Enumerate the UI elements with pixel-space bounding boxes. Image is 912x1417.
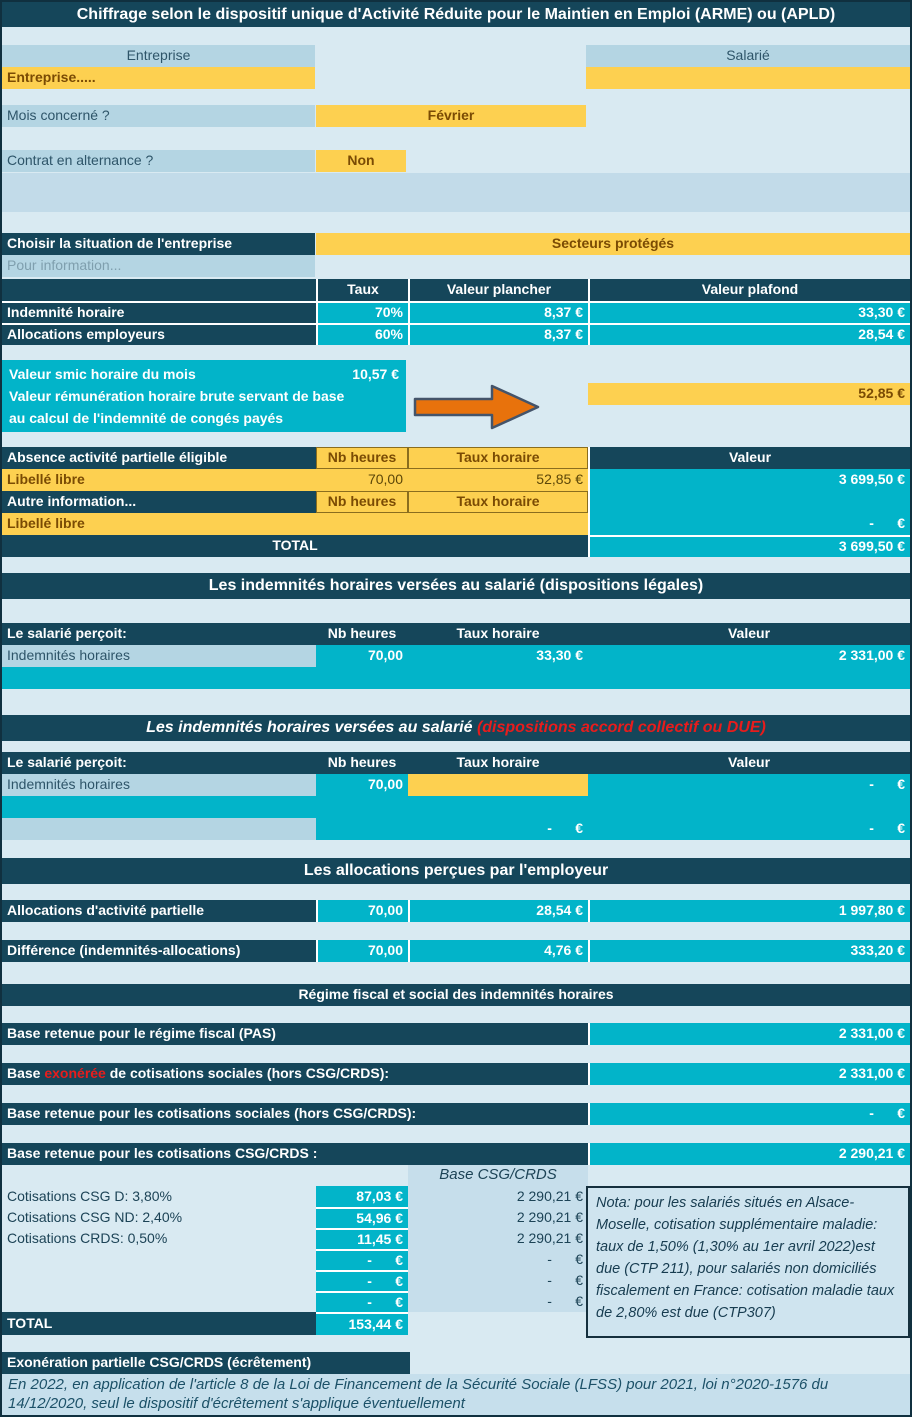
section-regime-title: Régime fiscal et social des indemnités horaires [2, 984, 910, 1006]
base-csg-label: Base retenue pour les cotisations CSG/CRDS : [2, 1143, 588, 1165]
alloc-row2-nb: 70,00 [316, 940, 408, 962]
due-valeur-header: Valeur [727, 754, 771, 771]
legal-valeur-header: Valeur [727, 625, 771, 642]
due-row-label: Indemnités horaires [2, 774, 316, 796]
absence-taux-input[interactable]: 52,85 € [408, 469, 588, 491]
alloc-row1-valeur: 1 997,80 € [588, 900, 910, 922]
autre-values-input[interactable] [316, 513, 588, 535]
legal-nb-header: Nb heures [327, 625, 397, 642]
section-due-title-red: (dispositions accord collectif ou DUE) [476, 719, 766, 737]
valeur-plancher-header: Valeur plancher [408, 279, 588, 301]
cotisation-empty3-base: - € [547, 1292, 583, 1309]
entreprise-input[interactable]: Entreprise..... [2, 67, 315, 89]
base-fiscal-value: 2 331,00 € [588, 1023, 910, 1045]
taux-header: Taux [316, 279, 408, 301]
due-taux-input[interactable] [408, 774, 588, 796]
cotisation-empty1-base: - € [547, 1250, 583, 1267]
cotisation-empty2-montant: - € [316, 1270, 408, 1291]
alternance-select[interactable]: Non [316, 150, 406, 172]
mois-select[interactable]: Février [316, 105, 586, 127]
alloc-row1-taux: 28,54 € [408, 900, 588, 922]
alloc-row1-nb: 70,00 [316, 900, 408, 922]
cotisation-crds-montant: 11,45 € [316, 1228, 408, 1249]
indemnite-horaire-label: Indemnité horaire [2, 301, 316, 323]
legal-valeur-value: 2 331,00 € [588, 645, 910, 667]
cotisation-csgnd-montant: 54,96 € [316, 1207, 408, 1228]
due-percoit-label: Le salarié perçoit: [7, 754, 127, 771]
base-fiscal-label: Base retenue pour le régime fiscal (PAS) [2, 1023, 588, 1045]
taux-table-header-spacer [2, 279, 316, 301]
allocations-plafond-cell: 28,54 € [588, 323, 910, 345]
base-csg-col-header: Base CSG/CRDS [408, 1165, 588, 1186]
absence-taux-horaire-header: Taux horaire [408, 447, 588, 469]
alloc-row2-taux: 4,76 € [408, 940, 588, 962]
base-soc-label: Base retenue pour les cotisations sociales (hors CSG/CRDS): [2, 1103, 588, 1125]
smic-info-box [2, 360, 406, 432]
cotisation-empty2-base: - € [547, 1271, 583, 1288]
absence-valeur-block [588, 469, 910, 535]
due-nb-header: Nb heures [327, 754, 397, 771]
cotisation-csgd-label: Cotisations CSG D: 3,80% [7, 1187, 172, 1204]
info-label: Pour information... [2, 255, 315, 277]
cotisation-csgnd-label: Cotisations CSG ND: 2,40% [7, 1208, 183, 1225]
legal-nb-value: 70,00 [316, 645, 408, 667]
due-taux-header: Taux horaire [456, 754, 540, 771]
page-title: Chiffrage selon le dispositif unique d'Activité Réduite pour le Maintien en Emploi (ARME) ou (APLD) [2, 2, 910, 27]
alternance-label: Contrat en alternance ? [2, 150, 315, 172]
entreprise-column-header: Entreprise [2, 45, 315, 67]
situation-select[interactable]: Secteurs protégés [316, 233, 910, 255]
cotisation-crds-label: Cotisations CRDS: 0,50% [7, 1229, 168, 1246]
allocations-employeurs-label: Allocations employeurs [2, 323, 316, 345]
base-soc-value: - € [588, 1103, 910, 1125]
situation-label: Choisir la situation de l'entreprise [2, 233, 315, 255]
base-csg-value: 2 290,21 € [588, 1143, 910, 1165]
absence-total-label: TOTAL [2, 535, 588, 557]
absence-nb-input[interactable]: 70,00 [316, 469, 408, 491]
base-exo-pre: Base [7, 1065, 45, 1082]
spacer-band [2, 173, 910, 212]
due-teal-strip [2, 796, 316, 818]
cotisation-csgnd-base: 2 290,21 € [516, 1208, 583, 1225]
cotisation-empty3-montant: - € [316, 1291, 408, 1312]
remuneration-input[interactable]: 52,85 € [588, 383, 910, 405]
cotisation-total-value: 153,44 € [316, 1312, 408, 1335]
alloc-row2-label: Différence (indemnités-allocations) [2, 940, 316, 962]
smic-label: Valeur smic horaire du mois [9, 366, 196, 382]
section-alloc-title: Les allocations perçues par l'employeur [2, 858, 910, 884]
absence-valeur-header: Valeur [588, 447, 910, 469]
section-due-title-white: Les indemnités horaires versées au salarié [146, 719, 477, 737]
absence-header-label: Absence activité partielle éligible [2, 447, 316, 469]
legal-row-label: Indemnités horaires [2, 645, 316, 667]
due-valeur-1: - € [588, 774, 910, 796]
section-due-title [2, 715, 910, 741]
absence-valeur-2: - € [590, 513, 910, 535]
due-nb-value: 70,00 [316, 774, 408, 796]
cotisation-csgd-montant: 87,03 € [316, 1186, 408, 1207]
indemnite-plancher-cell: 8,37 € [408, 301, 588, 323]
due-taux-3: - € [408, 818, 588, 840]
legal-percoit-label: Le salarié perçoit: [7, 625, 127, 642]
legal-taux-header: Taux horaire [456, 625, 540, 642]
base-exo-post: de cotisations sociales (hors CSG/CRDS): [105, 1065, 390, 1082]
base-exo-value: 2 331,00 € [588, 1063, 910, 1085]
nota-box: Nota: pour les salariés situés en Alsace-Moselle, cotisation supplémentaire maladie: taux de 1,50% (1,30% au 1er avril 2022)est due (CTP 211), pour salariés non domiciliés fiscalement en France: cotisation maladie taux de 2,80% est due (CTP307) [586, 1186, 910, 1338]
base-exo-label [2, 1063, 588, 1085]
cotisation-csgd-base: 2 290,21 € [516, 1187, 583, 1204]
footer-note: En 2022, en application de l'article 8 de la Loi de Financement de la Sécurité Sociale (LFSS) pour 2021, loi n°2020-1576 du 14/12/2020, seul le dispositif d'écrêtement s'applique éventuellement [2, 1374, 910, 1415]
indemnite-plafond-cell: 33,30 € [588, 301, 910, 323]
cotisation-empty1-montant: - € [316, 1249, 408, 1270]
section-legal-title: Les indemnités horaires versées au salarié (dispositions légales) [2, 573, 910, 599]
absence-valeur-1: 3 699,50 € [590, 469, 910, 491]
cotisation-total-label: TOTAL [2, 1312, 316, 1335]
autre-information-label: Autre information... [2, 491, 316, 513]
autre-taux-horaire-header: Taux horaire [408, 491, 588, 513]
allocations-plancher-cell: 8,37 € [408, 323, 588, 345]
alloc-row2-valeur: 333,20 € [588, 940, 910, 962]
mois-label: Mois concerné ? [2, 105, 315, 127]
absence-nb-heures-header: Nb heures [316, 447, 408, 469]
smic-value: 10,57 € [352, 366, 399, 382]
absence-total-value: 3 699,50 € [588, 535, 910, 557]
legal-taux-value: 33,30 € [408, 645, 588, 667]
exoneration-label: Exonération partielle CSG/CRDS (écrêtement) [2, 1352, 410, 1374]
cotisation-crds-base: 2 290,21 € [516, 1229, 583, 1246]
alloc-row1-label: Allocations d'activité partielle [2, 900, 316, 922]
indemnite-taux-cell: 70% [316, 301, 408, 323]
due-row3-label [2, 818, 316, 840]
salarie-column-header: Salarié [586, 45, 910, 67]
libelle-libre-input-2[interactable]: Libellé libre [2, 513, 316, 535]
arrow-right-icon [412, 383, 542, 431]
legal-teal-strip [2, 667, 316, 689]
libelle-libre-input-1[interactable]: Libellé libre [2, 469, 316, 491]
valeur-plafond-header: Valeur plafond [588, 279, 910, 301]
autre-nb-heures-header: Nb heures [316, 491, 408, 513]
salarie-input[interactable] [586, 67, 910, 89]
remuneration-base-line1: Valeur rémunération horaire brute servant de base [9, 388, 345, 404]
base-exo-red: exonérée [44, 1065, 106, 1082]
remuneration-base-line2: au calcul de l'indemnité de congés payés [9, 410, 284, 426]
allocations-taux-cell: 60% [316, 323, 408, 345]
due-valeur-3: - € [588, 818, 910, 840]
